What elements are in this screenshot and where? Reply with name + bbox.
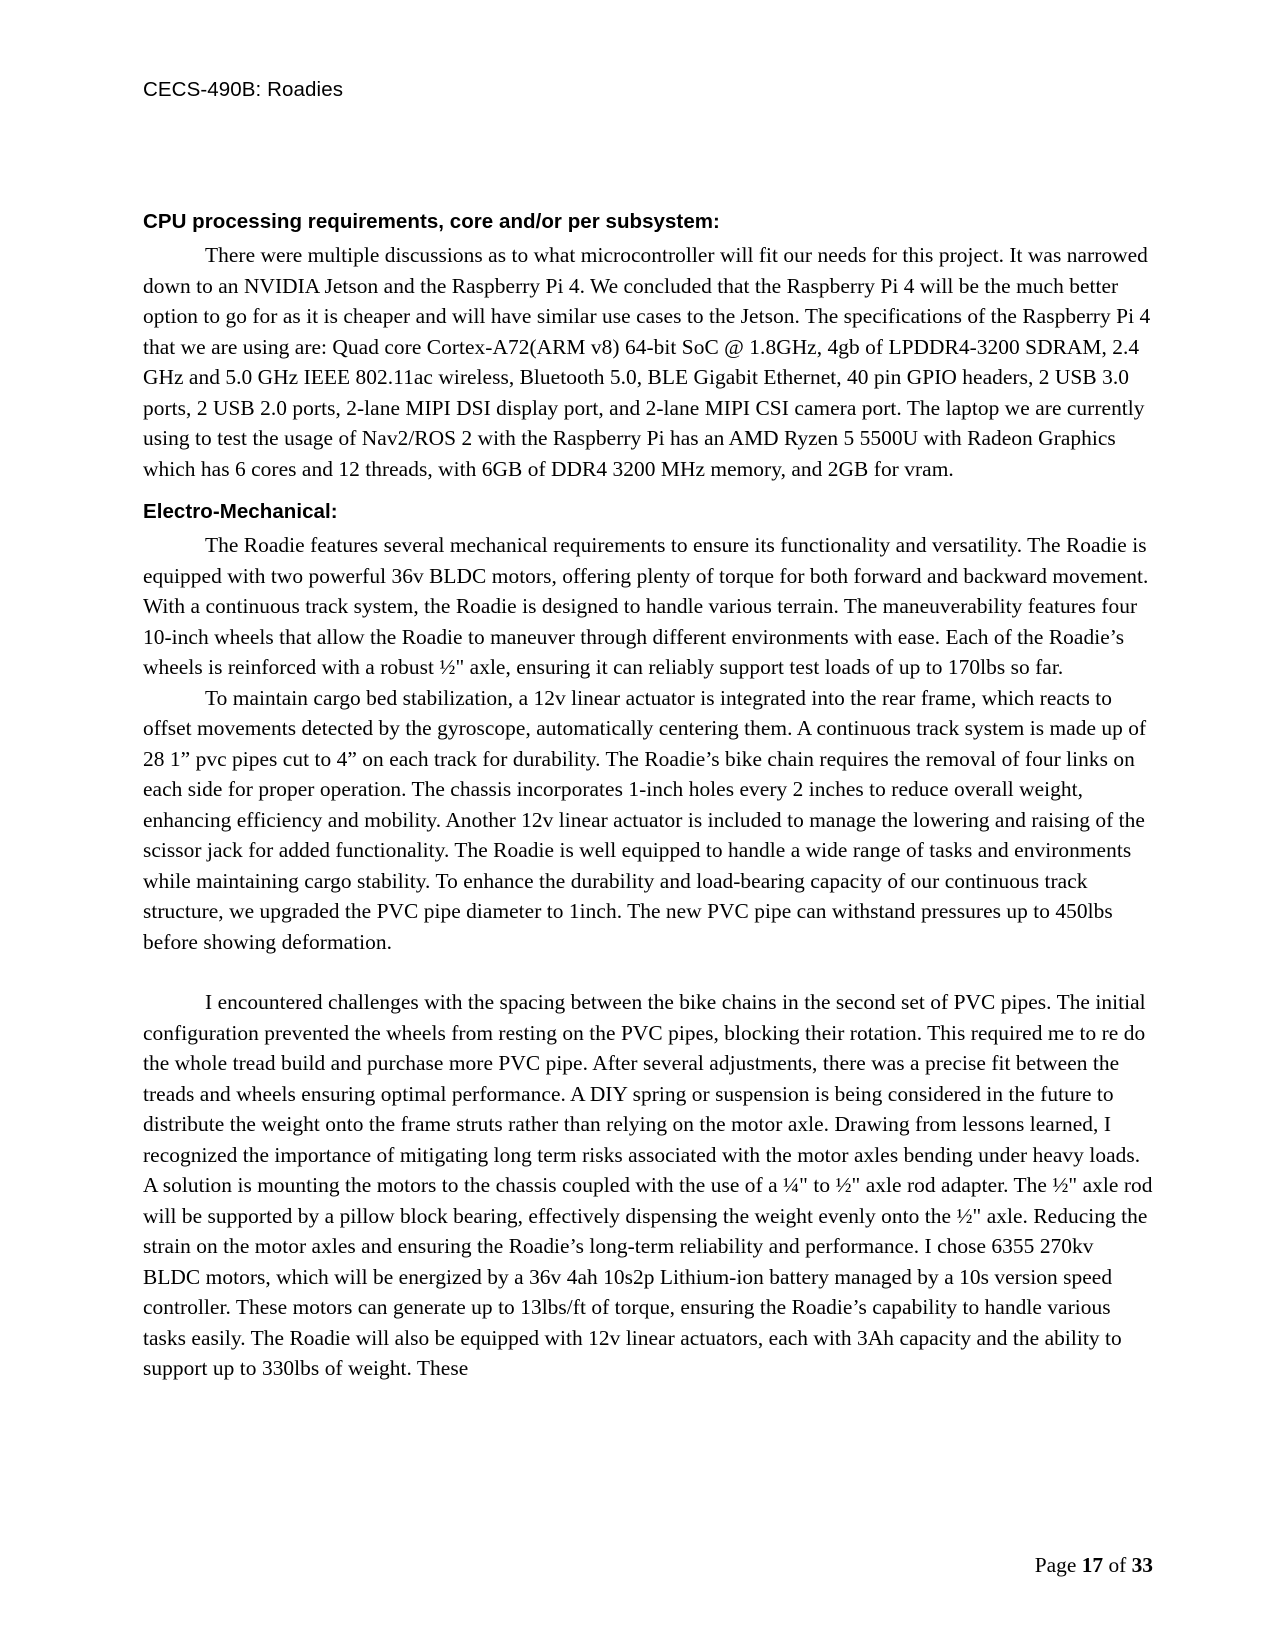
page-footer bbox=[1035, 1553, 1153, 1578]
footer-page-number: 17 bbox=[1081, 1553, 1104, 1577]
paragraph-em-3: I encountered challenges with the spacing between the bike chains in the second set of PVC pipes. The initial configuration prevented the wheels from resting on the PVC pipes, blocking their rotation. This required me to re do the whole tread build and purchase more PVC pipe. After several adjustments, there was a precise fit between the treads and wheels ensuring optimal performance. A DIY spring or suspension is being considered in the future to distribute the weight onto the frame struts rather than relying on the motor axle. Drawing from lessons learned, I recognized the importance of mitigating long term risks associated with the motor axles bending under heavy loads. A solution is mounting the motors to the chassis coupled with the use of a ¼" to ½" axle rod adapter. The ½" axle rod will be supported by a pillow block bearing, effectively dispensing the weight evenly onto the ½" axle. Reducing the strain on the motor axles and ensuring the Roadie’s long-term reliability and performance. I chose 6355 270kv BLDC motors, which will be energized by a 36v 4ah 10s2p Lithium-ion battery managed by a 10s version speed controller. These motors can generate up to 13lbs/ft of torque, ensuring the Roadie’s capability to handle various tasks easily. The Roadie will also be equipped with 12v linear actuators, each with 3Ah capacity and the ability to support up to 330lbs of weight. These bbox=[143, 990, 1153, 1380]
document-body bbox=[143, 210, 1153, 1384]
footer-page-word: Page bbox=[1034, 1553, 1082, 1577]
footer-of-word: of bbox=[1103, 1553, 1132, 1577]
section-heading-electro-mechanical: Electro-Mechanical: bbox=[143, 500, 338, 523]
page-header: CECS-490B: Roadies bbox=[143, 78, 344, 101]
paragraph-em-1: The Roadie features several mechanical requirements to ensure its functionality and versatility. The Roadie is equipped with two powerful 36v BLDC motors, offering plenty of torque for both forward and backward movement. With a continuous track system, the Roadie is designed to handle various terrain. The maneuverability features four 10-inch wheels that allow the Roadie to maneuver through different environments with ease. Each of the Roadie’s wheels is reinforced with a robust ½" axle, ensuring it can reliably support test loads of up to 170lbs so far. bbox=[143, 533, 1149, 679]
paragraph-cpu-1: There were multiple discussions as to what microcontroller will fit our needs for this project. It was narrowed down to an NVIDIA Jetson and the Raspberry Pi 4. We concluded that the Raspberry Pi 4 will be the much better option to go for as it is cheaper and will have similar use cases to the Jetson. The specifications of the Raspberry Pi 4 that we are using are: Quad core Cortex-A72(ARM v8) 64-bit SoC @ 1.8GHz, 4gb of LPDDR4-3200 SDRAM, 2.4 GHz and 5.0 GHz IEEE 802.11ac wireless, Bluetooth 5.0, BLE Gigabit Ethernet, 40 pin GPIO headers, 2 USB 3.0 ports, 2 USB 2.0 ports, 2-lane MIPI DSI display port, and 2-lane MIPI CSI camera port. The laptop we are currently using to test the usage of Nav2/ROS 2 with the Raspberry Pi has an AMD Ryzen 5 5500U with Radeon Graphics which has 6 cores and 12 threads, with 6GB of DDR4 3200 MHz memory, and 2GB for vram. bbox=[143, 243, 1151, 481]
footer-total-pages: 33 bbox=[1131, 1553, 1153, 1577]
paragraph-em-2: To maintain cargo bed stabilization, a 12v linear actuator is integrated into the rear frame, which reacts to offset movements detected by the gyroscope, automatically centering them. A continuous track system is made up of 28 1” pvc pipes cut to 4” on each track for durability. The Roadie’s bike chain requires the removal of four links on each side for proper operation. The chassis incorporates 1-inch holes every 2 inches to reduce overall weight, enhancing efficiency and mobility. Another 12v linear actuator is included to manage the lowering and raising of the scissor jack for added functionality. The Roadie is well equipped to handle a wide range of tasks and environments while maintaining cargo stability. To enhance the durability and load-bearing capacity of our continuous track structure, we upgraded the PVC pipe diameter to 1inch. The new PVC pipe can withstand pressures up to 450lbs before showing deformation. bbox=[143, 685, 1147, 954]
section-heading-cpu: CPU processing requirements, core and/or per subsystem: bbox=[143, 210, 720, 233]
